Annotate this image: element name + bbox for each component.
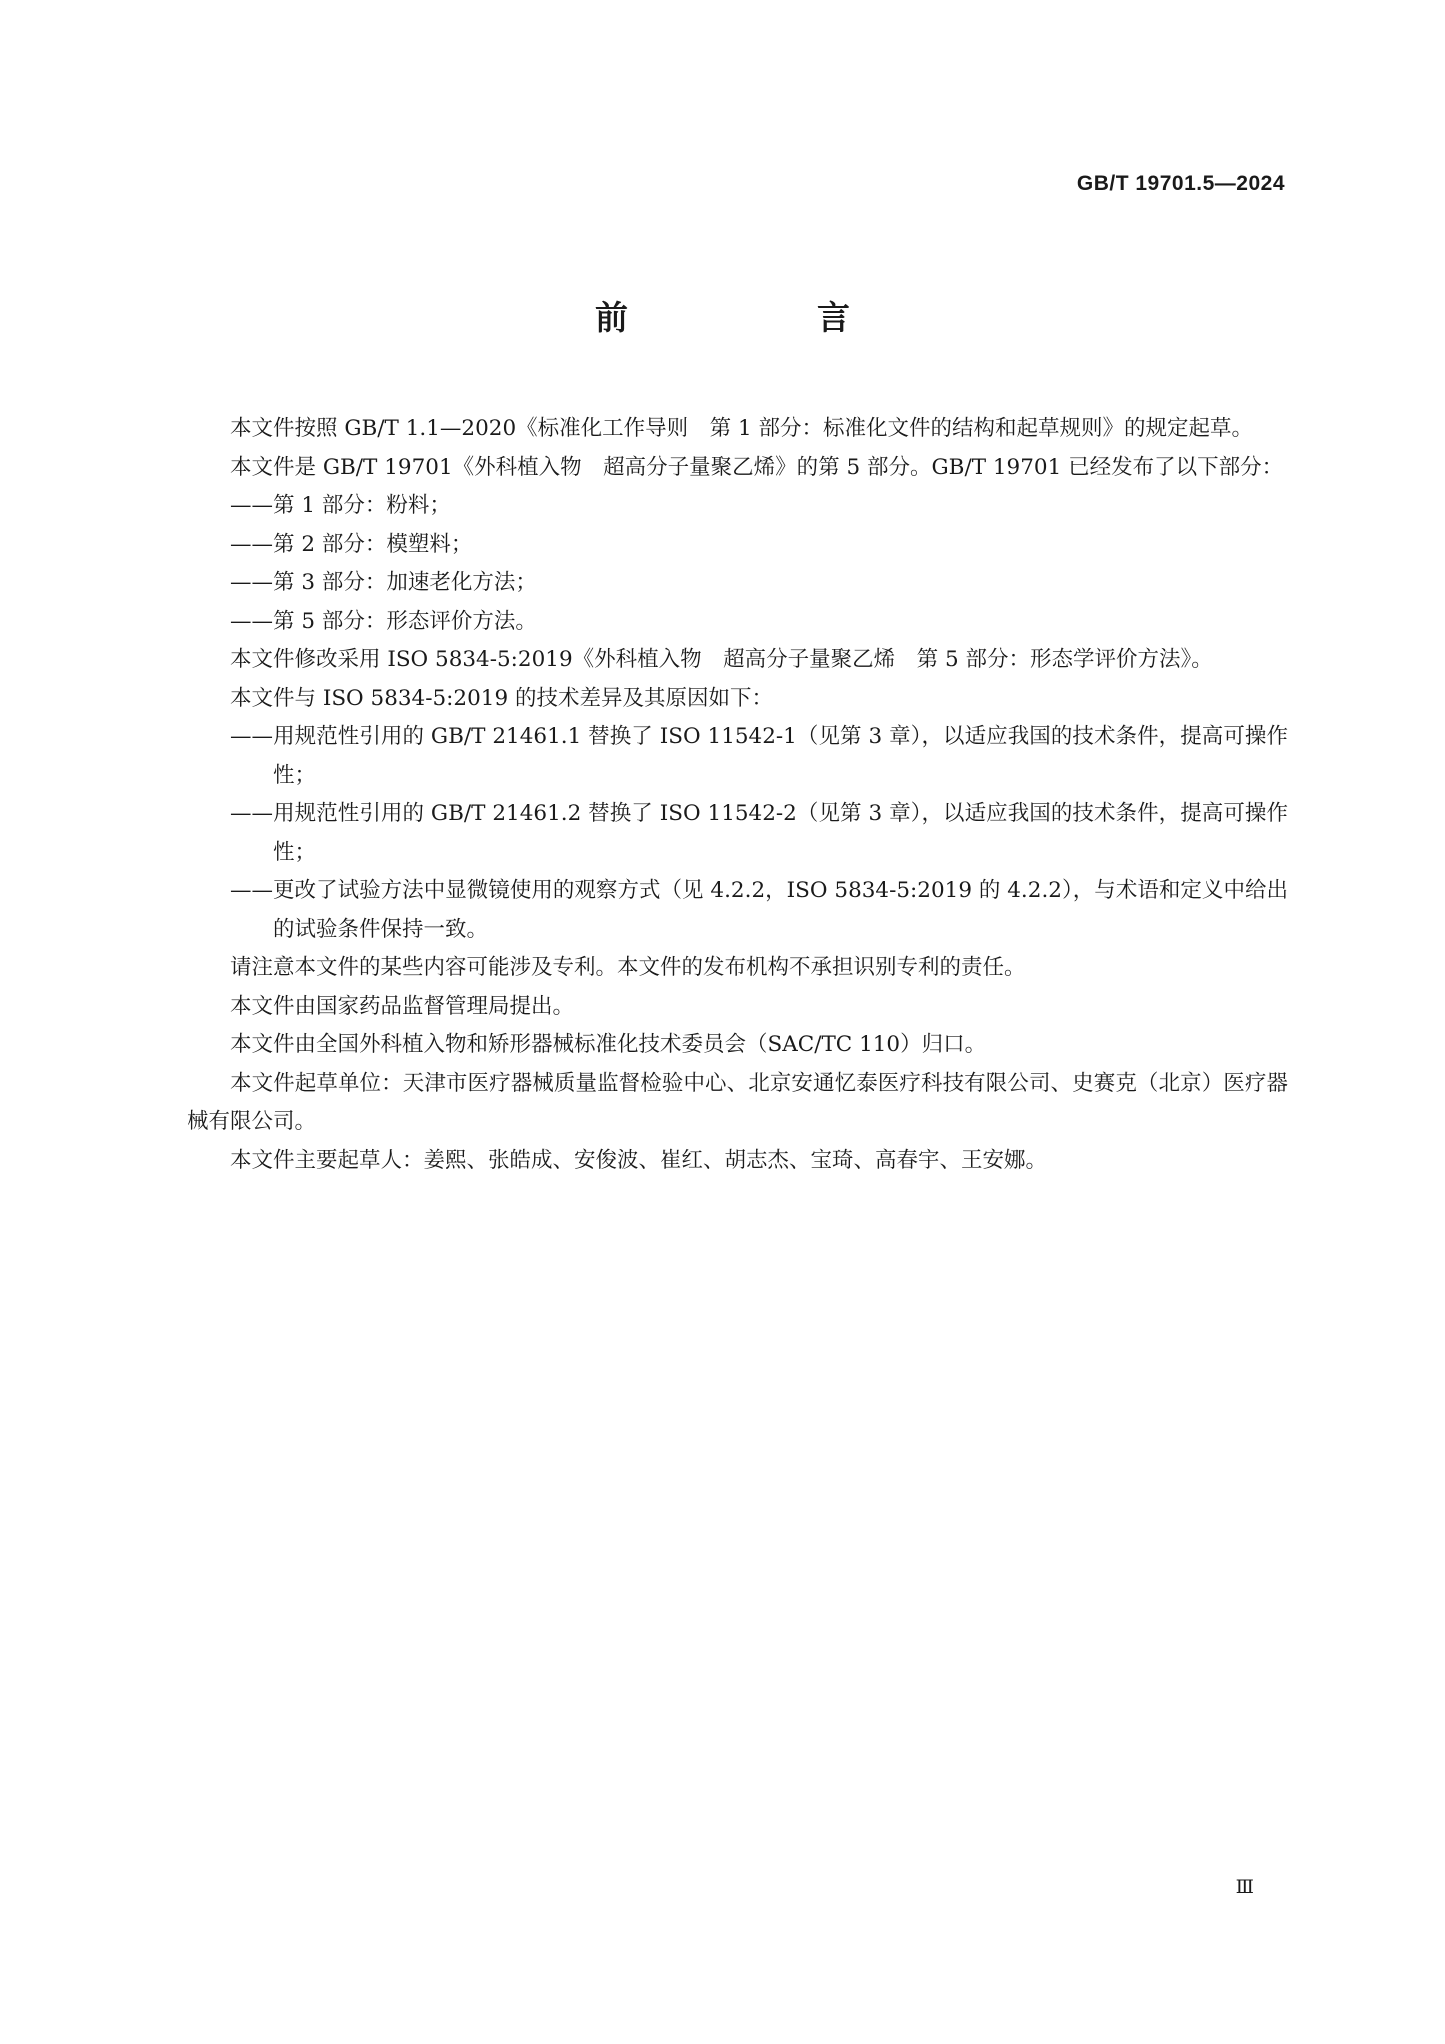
list-item-difference-2: ——用规范性引用的 GB/T 21461.2 替换了 ISO 11542-2（见第 3 章），以适应我国的技术条件，提高可操作性； — [230, 801, 1288, 865]
list-item-part-1: ——第 1 部分：粉料； — [230, 493, 451, 518]
paragraph-adoption: 本文件修改采用 ISO 5834-5:2019《外科植入物 超高分子量聚乙烯 第 5 部分：形态学评价方法》。 — [230, 647, 1213, 672]
page-title: 前 言 — [595, 298, 928, 337]
paragraph-series-part: 本文件是 GB/T 19701《外科植入物 超高分子量聚乙烯》的第 5 部分。GB/T 19701 已经发布了以下部分： — [230, 454, 1284, 480]
foreword-body — [187, 410, 1288, 1180]
paragraph-patent-notice: 请注意本文件的某些内容可能涉及专利。本文件的发布机构不承担识别专利的责任。 — [230, 955, 1026, 980]
list-item-difference-1: ——用规范性引用的 GB/T 21461.1 替换了 ISO 11542-1（见第 3 章），以适应我国的技术条件，提高可操作性； — [230, 724, 1288, 788]
paragraph-differences-intro: 本文件与 ISO 5834-5:2019 的技术差异及其原因如下： — [230, 685, 773, 711]
page-number: Ⅲ — [1235, 1876, 1253, 1898]
list-item-difference-3: ——更改了试验方法中显微镜使用的观察方式（见 4.2.2，ISO 5834-5:2019 的 4.2.2），与术语和定义中给出的试验条件保持一致。 — [230, 878, 1288, 942]
list-item-part-3: ——第 3 部分：加速老化方法； — [230, 570, 537, 595]
document-code: GB/T 19701.5—2024 — [1076, 172, 1285, 195]
paragraph-drafters: 本文件主要起草人：姜熙、张皓成、安俊波、崔红、胡志杰、宝琦、高春宇、王安娜。 — [230, 1147, 1048, 1173]
paragraph-drafting-rules: 本文件按照 GB/T 1.1—2020《标准化工作导则 第 1 部分：标准化文件的结构和起草规则》的规定起草。 — [230, 416, 1253, 441]
paragraph-committee: 本文件由全国外科植入物和矫形器械标准化技术委员会（SAC/TC 110）归口。 — [230, 1032, 987, 1057]
paragraph-drafting-units: 本文件起草单位：天津市医疗器械质量监督检验中心、北京安通忆泰医疗科技有限公司、史赛克（北京）医疗器械有限公司。 — [187, 1070, 1288, 1134]
list-item-part-5: ——第 5 部分：形态评价方法。 — [230, 608, 537, 634]
list-item-part-2: ——第 2 部分：模塑料； — [230, 531, 473, 557]
paragraph-proposer: 本文件由国家药品监督管理局提出。 — [230, 993, 575, 1019]
